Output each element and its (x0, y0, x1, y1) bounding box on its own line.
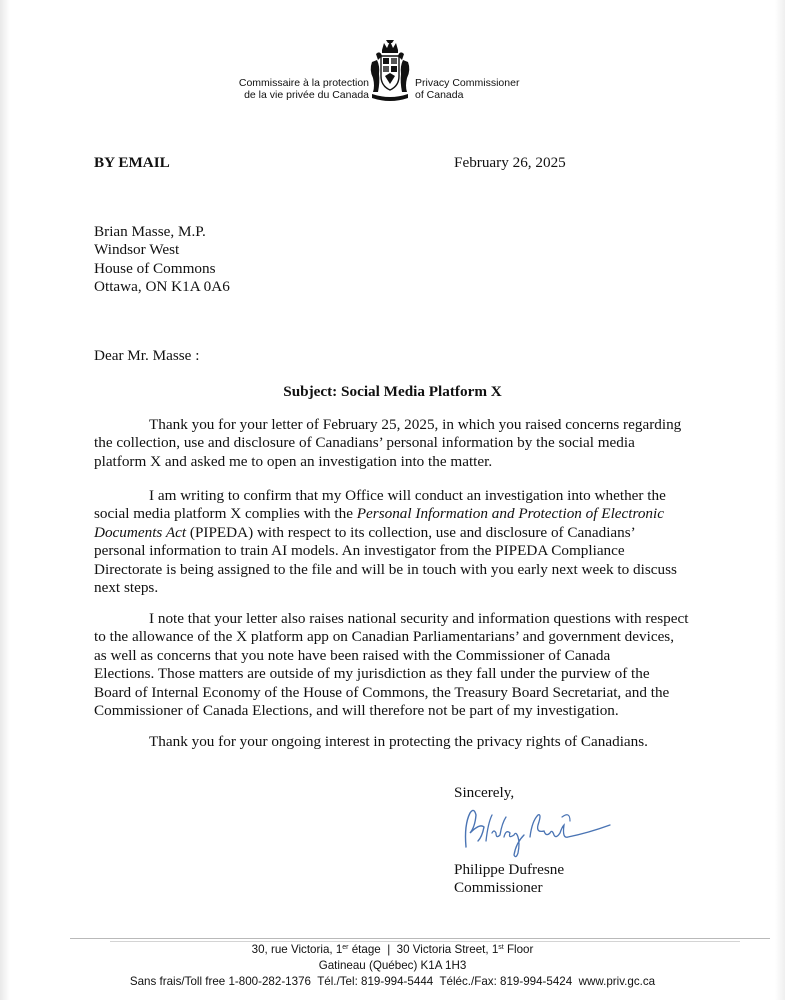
salutation: Dear Mr. Masse : (94, 347, 200, 364)
paragraph-line (94, 524, 694, 542)
paragraph-line: personal information to train AI models. An investigator from the PIPEDA Compliance (94, 542, 625, 560)
footer-sup: st (498, 944, 504, 951)
letterhead-english-line1: Privacy Commissioner (415, 77, 520, 89)
footer-divider (70, 938, 770, 939)
recipient-institution: House of Commons (94, 259, 216, 277)
footer-address (0, 942, 785, 958)
paragraph-line: Commissioner of Canada Elections, and will therefore not be part of my investigation. (94, 702, 619, 720)
paragraph-line (94, 505, 694, 523)
paragraph-2 (94, 487, 694, 597)
paragraph-line: I am writing to confirm that my Office will conduct an investigation into whether the (149, 487, 666, 504)
paragraph-4 (94, 733, 694, 751)
paragraph-1 (94, 416, 694, 471)
signer-title: Commissioner (454, 879, 543, 896)
valediction: Sincerely, (454, 784, 515, 801)
paragraph-line: Elections. Those matters are outside of my jurisdiction as they fall under the purview of the (94, 665, 650, 683)
letterhead-english (415, 78, 519, 101)
footer-en-address (397, 943, 534, 956)
footer-sup: er (342, 944, 349, 951)
coat-of-arms-icon (368, 40, 412, 102)
footer-text: 30 Victoria Street, 1 (396, 943, 499, 956)
footer-separator: | (387, 943, 391, 956)
act-title-part1: Personal Information and Protection of Electronic (356, 505, 664, 523)
paragraph-text: (PIPEDA) with respect to its collection, use and disclosure of Canadians’ (186, 523, 636, 541)
footer-city: Gatineau (Québec) K1A 1H3 (318, 959, 467, 972)
paragraph-line: platform X and asked me to open an investigation into the matter. (94, 452, 493, 470)
footer-fr-address (252, 943, 381, 956)
footer-contact: Sans frais/Toll free 1-800-282-1376 Tél./Tel: 819-994-5444 Téléc./Fax: 819-994-5424 www.priv.gc.ca (129, 975, 656, 988)
letterhead-french-line1: Commissaire à la protection (238, 77, 369, 89)
recipient-address (94, 223, 694, 297)
letterhead-french-line2: de la vie privée du Canada (244, 88, 369, 101)
paragraph-line: to the allowance of the X platform app on Canadian Parliamentarians’ and government devices, (94, 628, 675, 646)
recipient-name: Brian Masse, M.P. (94, 223, 206, 240)
letterhead-english-line2: of Canada (415, 88, 464, 101)
paragraph-line: Thank you for your letter of February 25, 2025, in which you raised concerns regarding (149, 416, 682, 433)
paragraph-line: Board of Internal Economy of the House of Commons, the Treasury Board Secretariat, and the (94, 683, 670, 701)
delivery-method: BY EMAIL (94, 154, 170, 171)
paragraph-line: the collection, use and disclosure of Canadians’ personal information by the social media (94, 434, 635, 452)
paragraph-3 (94, 610, 694, 720)
recipient-city-postal: Ottawa, ON K1A 0A6 (94, 278, 230, 296)
paragraph-line: Directorate is being assigned to the file and will be in touch with you early next week to discuss (94, 560, 677, 578)
footer-text: Floor (503, 943, 534, 956)
paragraph-line: I note that your letter also raises national security and information questions with respect (149, 610, 689, 627)
subject-line: Subject: Social Media Platform X (283, 383, 502, 400)
paragraph-text: social media platform X complies with the (94, 505, 357, 523)
signer-name: Philippe Dufresne (454, 861, 565, 878)
act-title-part2: Documents Act (94, 523, 187, 541)
letterhead-french (239, 78, 369, 101)
paragraph-line: Thank you for your ongoing interest in protecting the privacy rights of Canadians. (149, 733, 648, 750)
handwritten-signature (458, 803, 618, 863)
paragraph-line: next steps. (94, 579, 159, 597)
footer-text: étage (348, 943, 381, 956)
letter-date: February 26, 2025 (454, 154, 566, 171)
recipient-riding: Windsor West (94, 241, 180, 259)
footer-text: 30, rue Victoria, 1 (251, 943, 343, 956)
paragraph-line: as well as concerns that you note have been raised with the Commissioner of Canada (94, 646, 611, 664)
letterhead (0, 38, 785, 108)
